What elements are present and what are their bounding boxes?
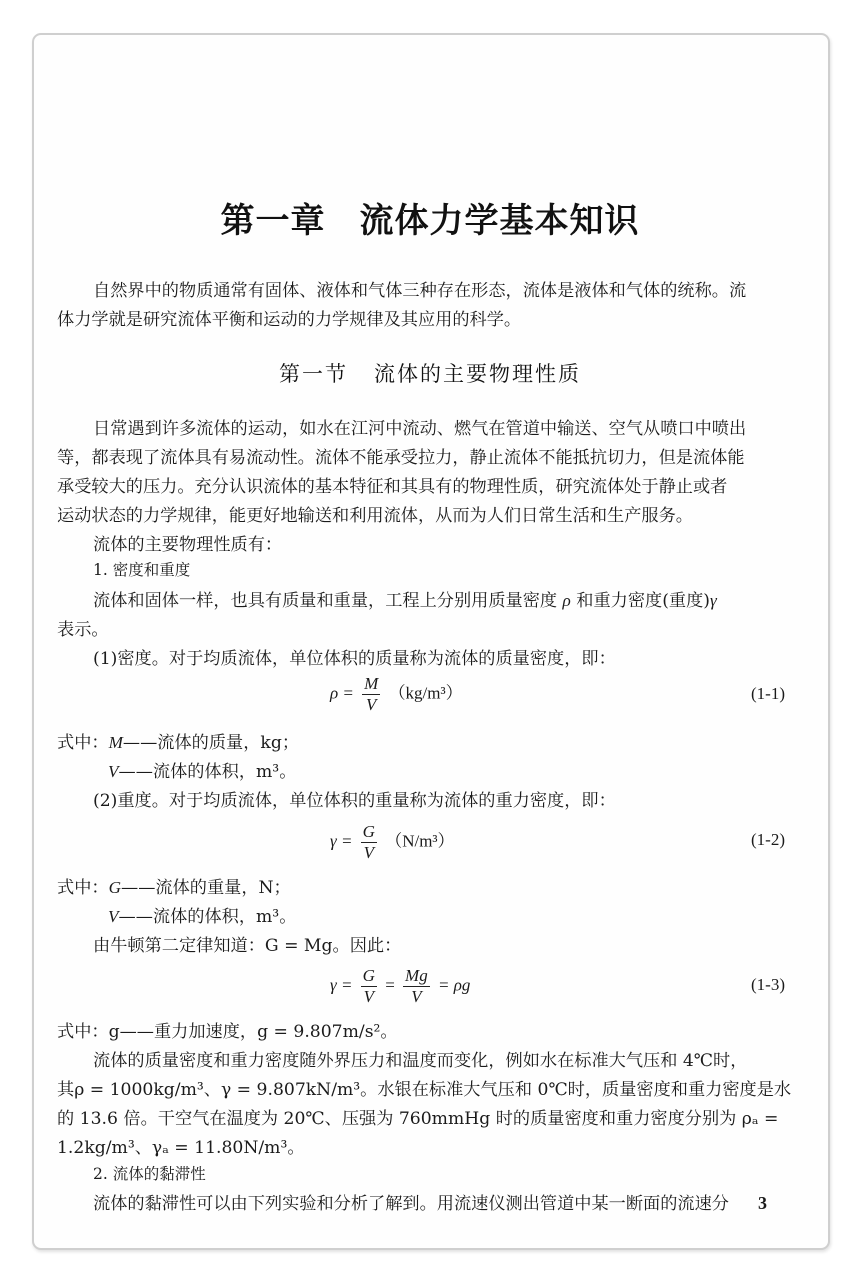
density-para-line-1 bbox=[93, 586, 717, 611]
numerator: G bbox=[362, 822, 375, 841]
text: ——流体的重量，N； bbox=[121, 878, 291, 898]
page-number: 3 bbox=[758, 1193, 767, 1213]
gamma-symbol: γ bbox=[710, 591, 717, 610]
text: ——流体的体积，m³。 bbox=[118, 762, 297, 782]
equation-number-1-1: (1-1) bbox=[751, 684, 785, 703]
var: G bbox=[108, 878, 121, 897]
fraction bbox=[403, 966, 430, 1007]
text: 流体和固体一样，也具有质量和重量，工程上分别用质量密度 bbox=[93, 591, 558, 611]
intro-line-1: 自然界中的物质通常有固体、液体和气体三种存在形态，流体是液体和气体的统称。流 bbox=[93, 281, 747, 301]
values-line-3: 的 13.6 倍。干空气在温度为 20℃、压强为 760mmHg 时的质量密度和重力密度分别为 ρₐ = bbox=[57, 1109, 779, 1129]
numerator: M bbox=[364, 674, 379, 693]
section-para-line-3: 承受较大的压力。充分认识流体的基本特征和其具有的物理性质，研究流体处于静止或者 bbox=[57, 477, 728, 497]
subheading-density: 1. 密度和重度 bbox=[93, 561, 191, 579]
fraction bbox=[362, 674, 380, 715]
equation-1-2 bbox=[330, 822, 455, 863]
rho-symbol: ρ bbox=[562, 591, 571, 610]
values-line-2: 其ρ = 1000kg/m³、γ = 9.807kN/m³。水银在标准大气压和 0℃时，质量密度和重力密度是水 bbox=[57, 1080, 792, 1100]
eq-lhs: γ = bbox=[330, 975, 353, 995]
eq3-where-gravity: 式中：g——重力加速度，g = 9.807m/s²。 bbox=[57, 1022, 398, 1042]
denominator: V bbox=[366, 695, 377, 714]
section-para-line-4: 运动状态的力学规律，能更好地输送和利用流体，从而为人们日常生活和生产服务。 bbox=[57, 506, 693, 526]
subheading-viscosity: 2. 流体的黏滞性 bbox=[93, 1165, 206, 1183]
eq-lhs: ρ = bbox=[330, 683, 354, 703]
text: 式中： bbox=[57, 878, 109, 898]
equation-number-1-3: (1-3) bbox=[751, 975, 785, 994]
denominator: V bbox=[411, 987, 422, 1006]
denominator: V bbox=[363, 987, 374, 1006]
eq2-where-weight bbox=[57, 873, 291, 898]
numerator: Mg bbox=[405, 966, 428, 985]
values-line-1: 流体的质量密度和重力密度随外界压力和温度而变化，例如水在标准大气压和 4℃时， bbox=[93, 1051, 748, 1071]
properties-intro: 流体的主要物理性质有： bbox=[93, 535, 283, 555]
section-title bbox=[0, 358, 860, 388]
eq-rhs: = ρg bbox=[437, 975, 471, 995]
chapter-title bbox=[0, 193, 860, 242]
chapter-number: 第一章 bbox=[220, 201, 326, 241]
fraction bbox=[361, 966, 377, 1007]
section-title-text: 流体的主要物理性质 bbox=[374, 362, 581, 386]
intro-line-2: 体力学就是研究流体平衡和运动的力学规律及其应用的科学。 bbox=[57, 310, 522, 330]
equation-1-1 bbox=[330, 674, 463, 715]
text: 和重力密度(重度) bbox=[576, 591, 710, 611]
density-para-line-2: 表示。 bbox=[57, 620, 109, 640]
numerator: G bbox=[362, 966, 375, 985]
equation-1-3 bbox=[330, 966, 470, 1007]
equation-number-1-2: (1-2) bbox=[751, 830, 785, 849]
newton-law-text: 由牛顿第二定律知道：G = Mg。因此： bbox=[93, 936, 402, 956]
section-number: 第一节 bbox=[279, 362, 348, 386]
var: V bbox=[108, 907, 119, 926]
denominator: V bbox=[363, 843, 374, 862]
eq2-where-volume bbox=[108, 902, 296, 927]
var: M bbox=[108, 733, 123, 752]
var: V bbox=[108, 762, 119, 781]
text: ——流体的质量，kg； bbox=[122, 733, 300, 753]
section-para-line-1: 日常遇到许多流体的运动，如水在江河中流动、燃气在管道中输送、空气从喷口中喷出 bbox=[93, 419, 747, 439]
weight-definition: (2)重度。对于均质流体，单位体积的重量称为流体的重力密度，即： bbox=[93, 791, 616, 811]
fraction bbox=[361, 822, 377, 863]
eq-lhs: γ = bbox=[330, 831, 353, 851]
eq1-where-volume bbox=[108, 757, 296, 782]
viscosity-para: 流体的黏滞性可以由下列实验和分析了解到。用流速仪测出管道中某一断面的流速分 bbox=[93, 1194, 729, 1214]
equals: = bbox=[385, 975, 395, 995]
eq-unit: （N/m³） bbox=[385, 831, 455, 851]
text: 式中： bbox=[57, 733, 109, 753]
text: ——流体的体积，m³。 bbox=[118, 907, 297, 927]
chapter-title-text: 流体力学基本知识 bbox=[359, 201, 640, 241]
density-definition: (1)密度。对于均质流体，单位体积的质量称为流体的质量密度，即： bbox=[93, 649, 616, 669]
eq1-where-mass bbox=[57, 728, 299, 753]
values-line-4: 1.2kg/m³、γₐ = 11.80N/m³。 bbox=[57, 1138, 305, 1158]
eq-unit: （kg/m³） bbox=[388, 683, 463, 703]
section-para-line-2: 等，都表现了流体具有易流动性。流体不能承受拉力，静止流体不能抵抗切力，但是流体能 bbox=[57, 448, 745, 468]
